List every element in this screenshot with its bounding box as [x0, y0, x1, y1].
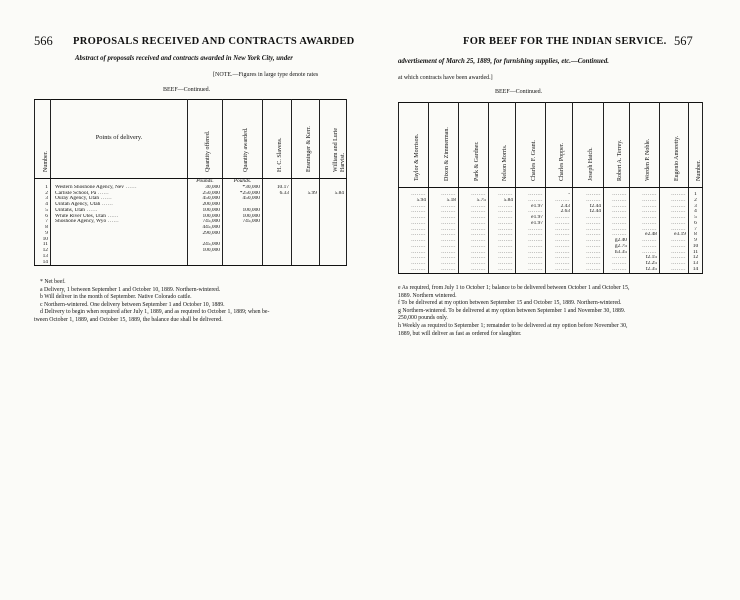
table-row: 4 Uintah Agency, Utah ...... 200,000: [35, 202, 347, 208]
units-row: Pounds. Pounds.: [35, 179, 347, 185]
col-qty-awarded-header: Quantity awarded.: [223, 100, 263, 179]
left-section-title: BEEF—Continued.: [163, 87, 211, 93]
table-row: ........ ........ ........ ........ ........ ........ ........ g2.75 ........ ........ 10: [399, 244, 703, 250]
table-row: 1 Western Shoshone Agency, Nev ...... 30,000 *30,000 10.17: [35, 185, 347, 191]
table-row: ........ ........ ........ ........ ........ ........ ........ ........ e2.48 e3.19 8: [399, 232, 703, 238]
right-col-header: Charles Popper.: [546, 103, 573, 188]
right-page-number: 567: [674, 34, 693, 48]
table-row: 6 White River Utes, Utah ...... 100,000 100,000: [35, 214, 347, 220]
col-qty-offered-header: Quantity offered.: [188, 100, 223, 179]
table-row: ........ ........ ........ ........ ........ - ........ ........ ........ ........ 1: [399, 192, 703, 198]
left-note-line: [NOTE.—Figures in large type denote rates: [213, 72, 319, 78]
right-col-header: Taylor & Morrison.: [399, 103, 429, 188]
table-row: 14: [35, 260, 347, 266]
left-subtitle: Abstract of proposals received and contracts awarded in New York City, under: [75, 55, 293, 62]
table-row: ........ ........ ........ ........ ........ ........ ........ g2.40 ........ ........ 9: [399, 238, 703, 244]
right-col-header: Charles F. Grant.: [516, 103, 546, 188]
right-col-header: Dixon & Zimmerman.: [429, 103, 459, 188]
table-row: 10: [35, 237, 347, 243]
col-ensminger-header: Ensminger & Kerr.: [292, 100, 320, 179]
table-row: ........ ........ ........ ........ ........ 2.63 f2.44 ........ ........ ........ 4: [399, 209, 703, 215]
left-page-number: 566: [34, 34, 53, 48]
right-section-title: BEEF—Continued.: [495, 89, 543, 95]
right-col-header: Number.: [689, 103, 703, 188]
right-running-head: FOR BEEF FOR THE INDIAN SERVICE.: [463, 36, 667, 47]
table-row: 9 290,000: [35, 231, 347, 237]
left-table: [34, 99, 347, 266]
right-note-line: at which contracts have been awarded.]: [398, 75, 493, 81]
table-row: ........ ........ ........ ........ ........ ........ ........ h3.35 ........ ........ 11: [399, 250, 703, 256]
table-row: ........ ........ ........ ........ ........ ........ ........ ........ f2.15 ........ 12: [399, 255, 703, 261]
table-row: 5 Uintahs, Utah ...... 100,000 100,000: [35, 208, 347, 214]
table-row: ........ ........ ........ ........ ........ ........ ........ ........ f2.25 ........ 13: [399, 261, 703, 267]
table-row: 11 245,000: [35, 242, 347, 248]
table-row: ........ ........ ........ ........ e1.97 ........ ........ ........ ........ ........ 6: [399, 221, 703, 227]
table-row: 2 Carlisle School, Pa ...... 250,000 *250,000 6.33 5.99 5.84: [35, 191, 347, 197]
col-points-header: Points of delivery.: [51, 100, 188, 179]
table-row: 13: [35, 254, 347, 260]
left-running-head: PROPOSALS RECEIVED AND CONTRACTS AWARDED: [73, 36, 355, 47]
table-row: ........ ........ ........ ........ e1.97 2.43 f2.44 ........ ........ ........ 3: [399, 204, 703, 210]
right-col-header: Eugenio Amoretty.: [660, 103, 689, 188]
table-row: ........ ........ ........ ........ e1.97 ........ ........ ........ ........ ........ 5: [399, 215, 703, 221]
col-william-lurie-header: William and Lurie Harvist.: [320, 100, 347, 179]
right-col-header: Nelson Morris.: [489, 103, 516, 188]
right-footnotes: e As required, from July 1 to October 1; balance to be delivered between October 1 and October 15, 1889. Northern wintered. f To be delivered at my option between September 15 and October 15, 1889. Northern-wintered. g Northern-wintered. To be delivered at my option between September 1 and November 30, 1889. 250,000 pounds only. h Weekly as required to September 1; remainder to be delivered at my option before November 30, 1889, but will deliver as fast as ordered for slaughter.: [398, 285, 630, 337]
table-row: ........ ........ ........ ........ ........ ........ ........ ........ ........ ........ 7: [399, 227, 703, 233]
right-col-header: Worden P. Noble.: [630, 103, 660, 188]
table-row: 3 Ouray Agency, Utah ...... 450,000 450,000: [35, 196, 347, 202]
left-footnotes: * Net beef. a Delivery, 1 between September 1 and October 10, 1889. Northern-wintered. b Will deliver in the month of September. Native Colorado cattle. c Northern-wintered. One delivery between September 1 and October 10, 1889. d Delivery to begin when required after July 1, 1889, and as required to October 1, 1889; when be- tween October 1, 1889, and October 15, 1889, the balance due shall be delivered.: [34, 279, 270, 323]
table-row: 5.94 5.18 5.75 5.84 ........ ........ ........ ........ ........ ........ 2: [399, 198, 703, 204]
right-col-header: Park & Gardner.: [459, 103, 489, 188]
col-number-header: Number.: [35, 100, 51, 179]
table-row: 8 445,000: [35, 225, 347, 231]
table-row: 12 100,000: [35, 248, 347, 254]
table-row: 7 Shoshone Agency, Wyo ...... 745,000 745,000: [35, 219, 347, 225]
table-row: ........ ........ ........ ........ ........ ........ ........ ........ f2.35 ........ 14: [399, 267, 703, 273]
col-slavens-header: H. C. Slavens.: [263, 100, 292, 179]
right-col-header: Joseph Hatch.: [573, 103, 604, 188]
right-table: [398, 102, 703, 274]
right-subtitle: advertisement of March 25, 1889, for furnishing supplies, etc.—Continued.: [398, 58, 609, 65]
right-col-header: Robert A. Terrey.: [604, 103, 630, 188]
